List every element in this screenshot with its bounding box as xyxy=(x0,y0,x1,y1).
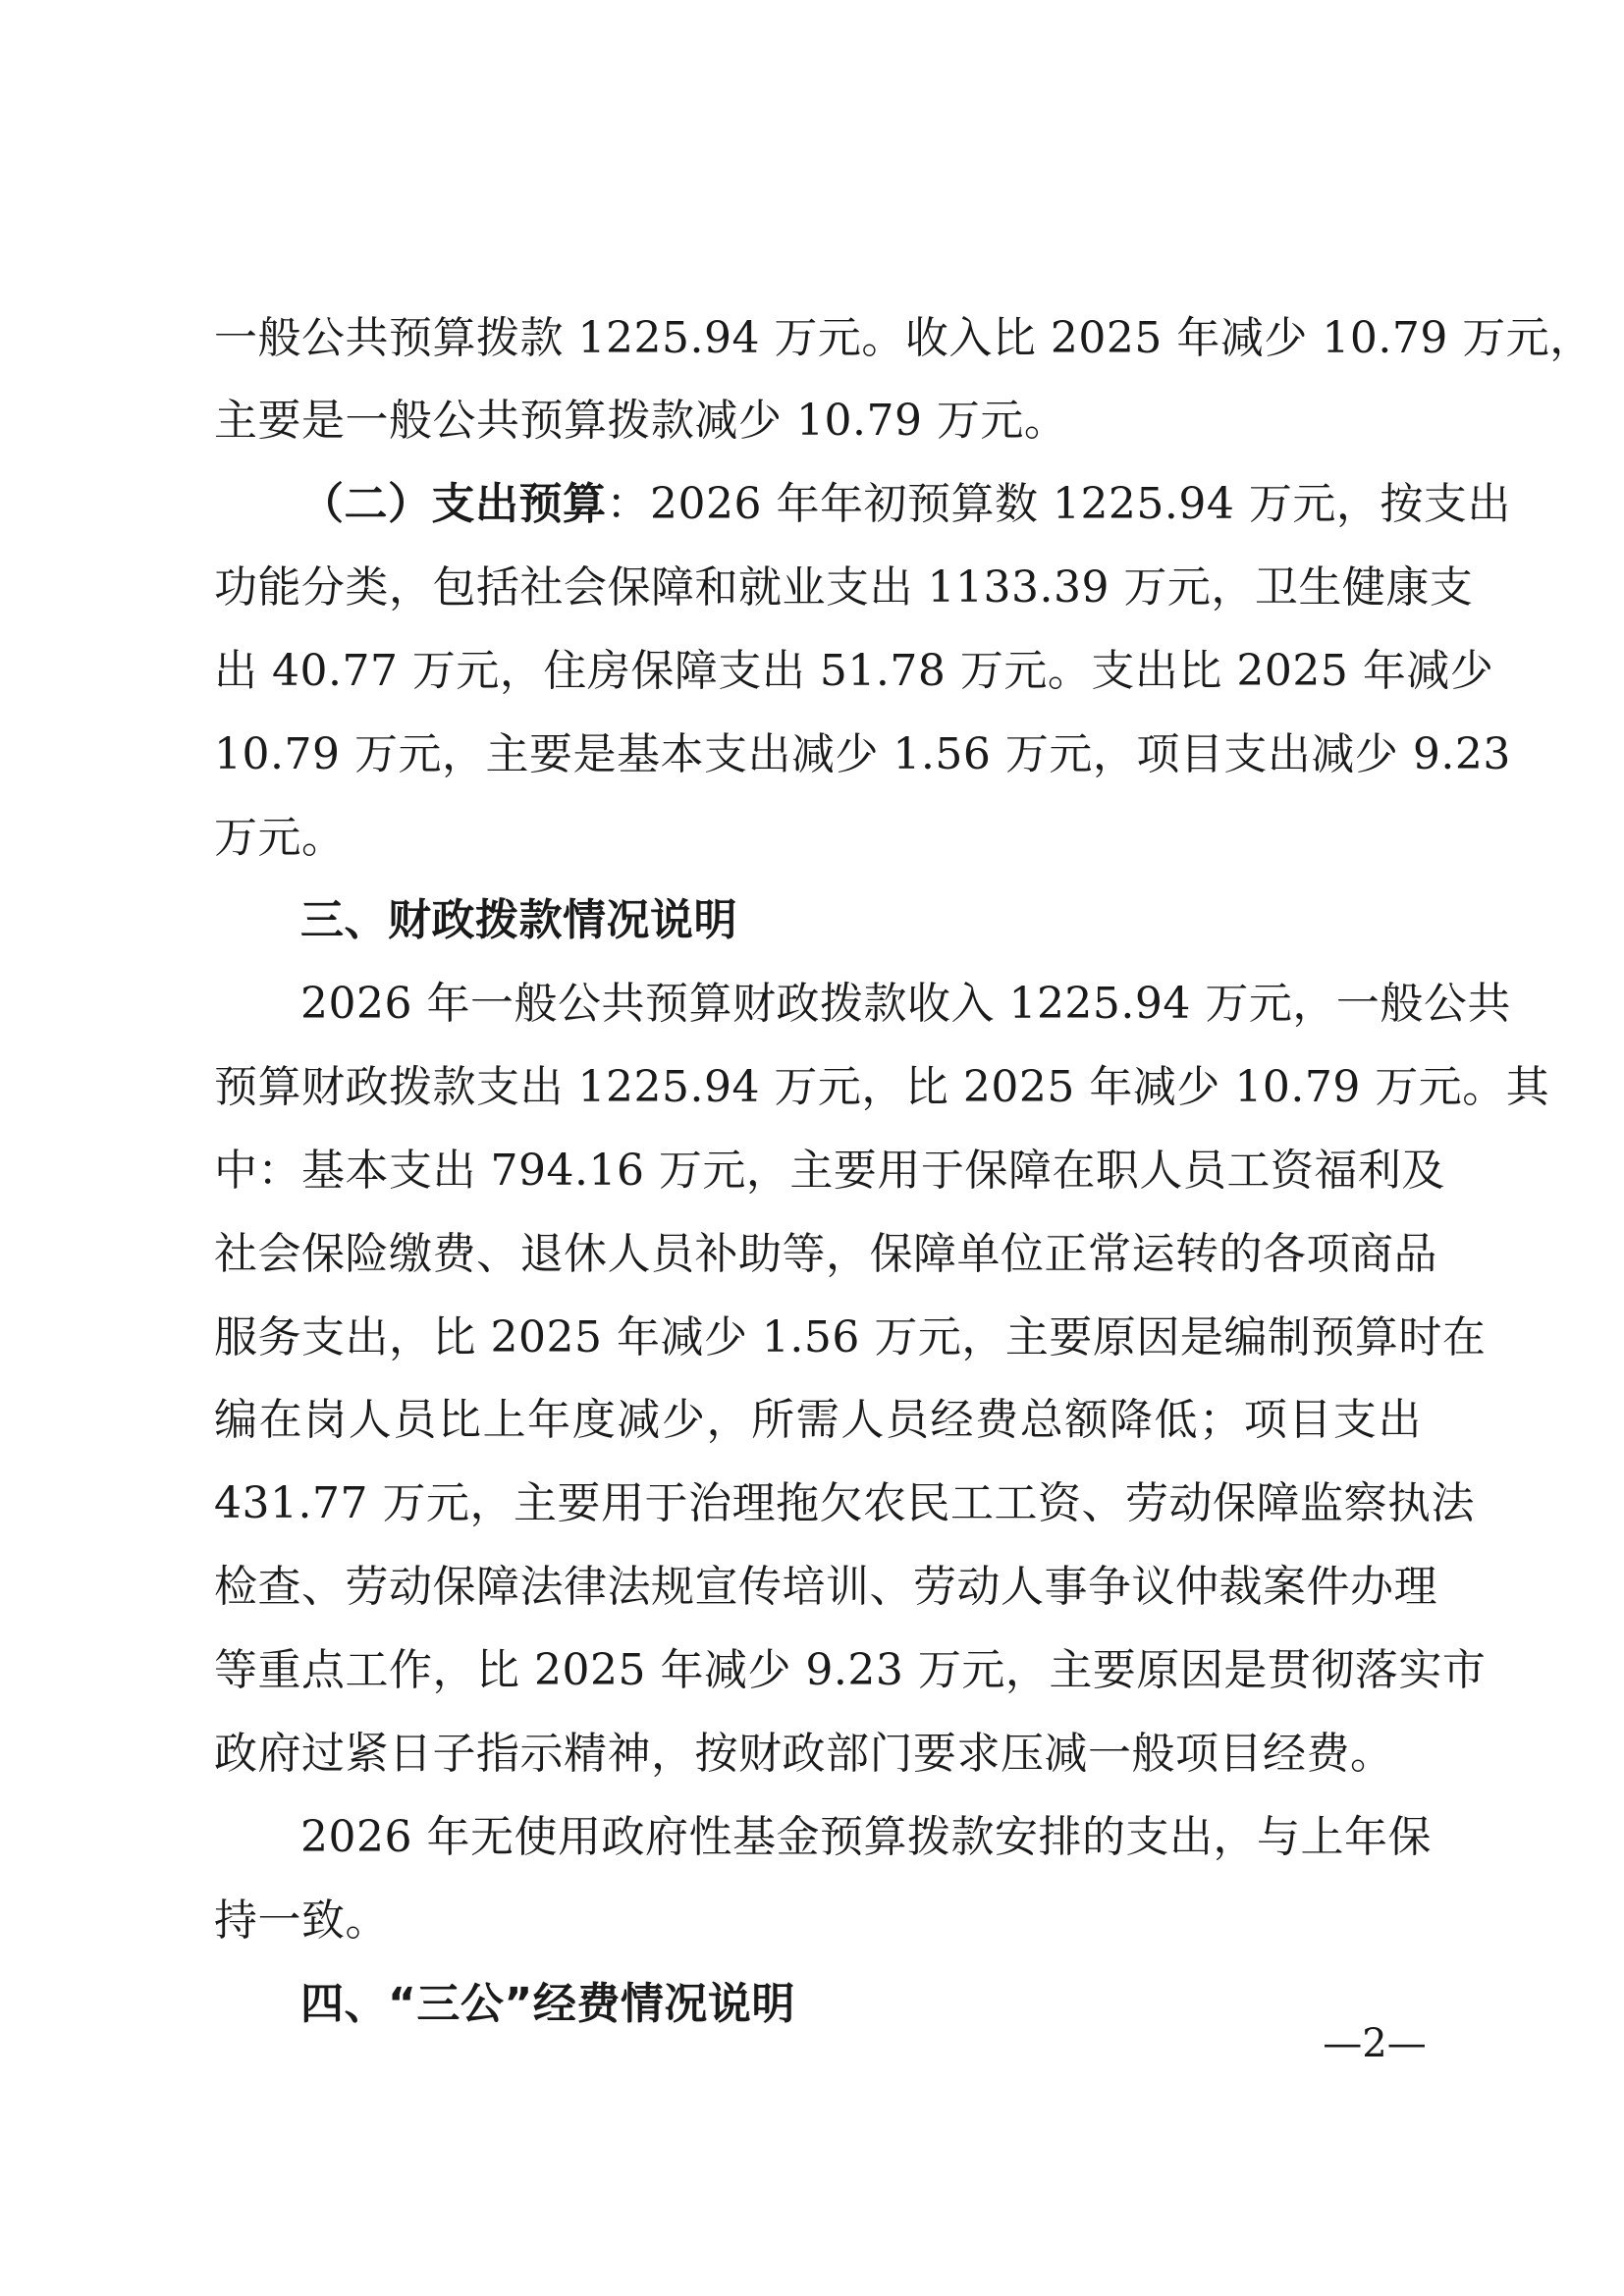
paragraph-line: 社会保险缴费、退休人员补助等，保障单位正常运转的各项商品 xyxy=(214,1229,1437,1279)
paragraph-line: 万元。 xyxy=(214,813,346,863)
paragraph-line: 一般公共预算拨款 1225.94 万元。收入比 2025 年减少 10.79 万元， xyxy=(214,313,1594,363)
paragraph-line: 等重点工作，比 2025 年减少 9.23 万元，主要原因是贯彻落实市 xyxy=(214,1645,1487,1695)
paragraph-line: 中：基本支出 794.16 万元，主要用于保障在职人员工资福利及 xyxy=(214,1146,1445,1196)
subsection-label: （二）支出预算 xyxy=(300,479,607,529)
subsection-text: ：2026 年年初预算数 1225.94 万元，按支出 xyxy=(606,479,1511,529)
paragraph-line: 出 40.77 万元，住房保障支出 51.78 万元。支出比 2025 年减少 xyxy=(214,646,1494,696)
paragraph-line: 10.79 万元，主要是基本支出减少 1.56 万元，项目支出减少 9.23 xyxy=(214,729,1511,779)
paragraph-line: 主要是一般公共预算拨款减少 10.79 万元。 xyxy=(214,396,1068,446)
paragraph-line xyxy=(300,460,1511,549)
paragraph-line: 持一致。 xyxy=(214,1896,389,1946)
paragraph-line: 功能分类，包括社会保障和就业支出 1133.39 万元，卫生健康支 xyxy=(214,562,1474,613)
page-number: —2— xyxy=(1323,2021,1427,2066)
section-heading: 四、“三公”经费情况说明 xyxy=(300,1979,795,2029)
paragraph-line: 预算财政拨款支出 1225.94 万元，比 2025 年减少 10.79 万元。其 xyxy=(214,1062,1550,1112)
section-heading: 三、财政拨款情况说明 xyxy=(300,895,737,945)
paragraph-line: 编在岗人员比上年度减少，所需人员经费总额降低；项目支出 xyxy=(214,1395,1422,1445)
paragraph-line: 431.77 万元，主要用于治理拖欠农民工工资、劳动保障监察执法 xyxy=(214,1478,1475,1528)
paragraph-line: 服务支出，比 2025 年减少 1.56 万元，主要原因是编制预算时在 xyxy=(214,1312,1487,1362)
paragraph-line: 政府过紧日子指示精神，按财政部门要求压减一般项目经费。 xyxy=(214,1729,1394,1779)
paragraph-line: 2026 年一般公共预算财政拨款收入 1225.94 万元，一般公共 xyxy=(300,979,1511,1029)
paragraph-line: 2026 年无使用政府性基金预算拨款安排的支出，与上年保 xyxy=(300,1812,1432,1862)
paragraph-line: 检查、劳动保障法律法规宣传培训、劳动人事争议仲裁案件办理 xyxy=(214,1562,1437,1612)
